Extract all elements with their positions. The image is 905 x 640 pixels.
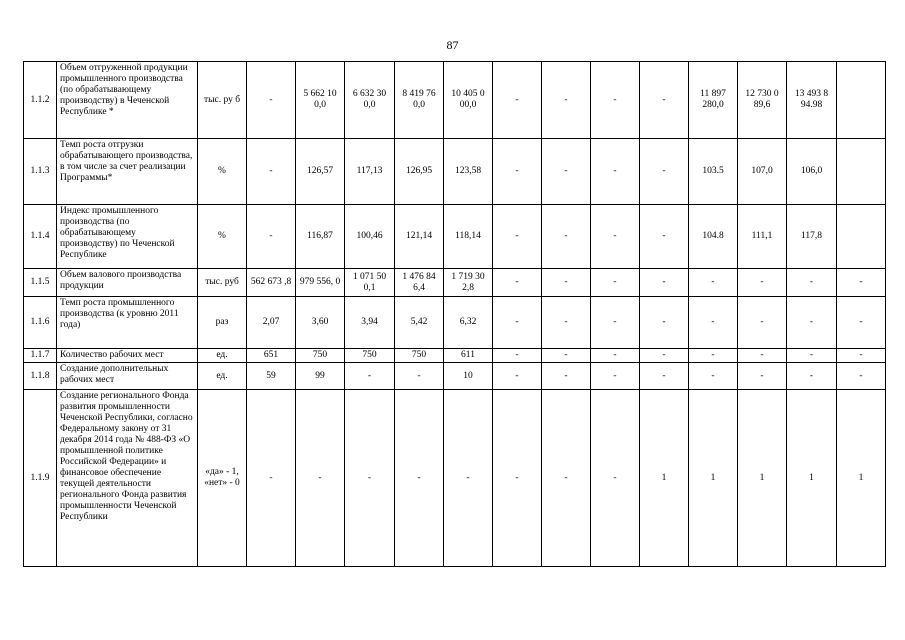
value-cell: - — [640, 363, 689, 390]
value-cell: 1 071 50 0,1 — [345, 269, 395, 297]
value-cell: 126,57 — [296, 139, 345, 205]
value-cell: - — [837, 269, 886, 297]
value-cell: - — [247, 390, 296, 567]
value-cell: - — [591, 205, 640, 269]
value-cell: 121,14 — [395, 205, 444, 269]
value-cell: - — [640, 297, 689, 349]
value-cell: 11 897 280,0 — [689, 62, 738, 139]
value-cell: - — [689, 349, 738, 363]
value-cell: 1 719 30 2,8 — [444, 269, 493, 297]
value-cell: 1 — [738, 390, 787, 567]
table-row — [24, 349, 886, 363]
indicators-table — [23, 61, 886, 567]
value-cell: 6 632 30 0,0 — [345, 62, 395, 139]
value-cell — [837, 139, 886, 205]
value-cell: - — [787, 349, 837, 363]
value-cell: - — [689, 363, 738, 390]
value-cell: 10 — [444, 363, 493, 390]
value-cell — [837, 62, 886, 139]
table-row — [24, 363, 886, 390]
row-number: 1.1.5 — [24, 269, 57, 297]
value-cell: 1 476 84 6,4 — [395, 269, 444, 297]
indicator-description: Индекс промышленного производства (по обрабатывающему производству) по Чеченской Республике — [57, 205, 198, 269]
value-cell: - — [837, 363, 886, 390]
value-cell: 8 419 76 0,0 — [395, 62, 444, 139]
value-cell: - — [591, 363, 640, 390]
unit-of-measure: «да» - 1, «нет» - 0 — [198, 390, 247, 567]
unit-of-measure: тыс. ру б — [198, 62, 247, 139]
unit-of-measure: раз — [198, 297, 247, 349]
value-cell: 979 556, 0 — [296, 269, 345, 297]
unit-of-measure: ед. — [198, 363, 247, 390]
value-cell: - — [738, 349, 787, 363]
indicator-description: Объем отгруженной продукции промышленного производства (по обрабатывающему производству) в Чеченской Республике * — [57, 62, 198, 139]
value-cell: - — [837, 297, 886, 349]
indicator-description: Темп роста промышленного производства (к уровню 2011 года) — [57, 297, 198, 349]
value-cell: - — [542, 363, 591, 390]
table-row — [24, 390, 886, 567]
value-cell: 5 662 10 0,0 — [296, 62, 345, 139]
unit-of-measure: тыс. руб — [198, 269, 247, 297]
value-cell: 106,0 — [787, 139, 837, 205]
unit-of-measure: % — [198, 205, 247, 269]
value-cell: - — [591, 297, 640, 349]
indicator-description: Количество рабочих мест — [57, 349, 198, 363]
value-cell: 13 493 8 94.98 — [787, 62, 837, 139]
value-cell: - — [395, 363, 444, 390]
value-cell: - — [542, 205, 591, 269]
value-cell: - — [542, 139, 591, 205]
value-cell: - — [591, 390, 640, 567]
value-cell: 2,07 — [247, 297, 296, 349]
value-cell: - — [738, 297, 787, 349]
value-cell: 59 — [247, 363, 296, 390]
value-cell: - — [247, 139, 296, 205]
value-cell: 562 673 ,8 — [247, 269, 296, 297]
value-cell: - — [689, 297, 738, 349]
value-cell: 5,42 — [395, 297, 444, 349]
indicator-description: Объем валового производства продукции — [57, 269, 198, 297]
value-cell: 3,60 — [296, 297, 345, 349]
value-cell: - — [493, 62, 542, 139]
value-cell: - — [640, 139, 689, 205]
value-cell: 117,8 — [787, 205, 837, 269]
value-cell: 750 — [296, 349, 345, 363]
value-cell: 99 — [296, 363, 345, 390]
row-number: 1.1.8 — [24, 363, 57, 390]
row-number: 1.1.4 — [24, 205, 57, 269]
value-cell: - — [542, 269, 591, 297]
value-cell: 12 730 0 89,6 — [738, 62, 787, 139]
row-number: 1.1.2 — [24, 62, 57, 139]
value-cell: 611 — [444, 349, 493, 363]
value-cell: 750 — [345, 349, 395, 363]
value-cell: - — [493, 349, 542, 363]
table-body — [24, 62, 886, 567]
value-cell: 107,0 — [738, 139, 787, 205]
value-cell: 1 — [787, 390, 837, 567]
row-number: 1.1.3 — [24, 139, 57, 205]
value-cell: - — [689, 269, 738, 297]
value-cell: - — [247, 62, 296, 139]
value-cell: 123,58 — [444, 139, 493, 205]
value-cell: - — [640, 62, 689, 139]
value-cell: - — [247, 205, 296, 269]
value-cell: - — [787, 297, 837, 349]
value-cell: 750 — [395, 349, 444, 363]
value-cell: 100,46 — [345, 205, 395, 269]
unit-of-measure: % — [198, 139, 247, 205]
value-cell: - — [493, 363, 542, 390]
value-cell: - — [493, 269, 542, 297]
value-cell: - — [493, 205, 542, 269]
indicator-description: Создание регионального Фонда развития промышленности Чеченской Республики, согласно Федеральному закону от 31 декабря 2014 года № 488-ФЗ «О промышленной политике Российской Федерации» и финансовое обеспечение текущей деятельности регионального Фонда развития промышленности Чеченской Республики — [57, 390, 198, 567]
indicator-description: Создание дополнительных рабочих мест — [57, 363, 198, 390]
value-cell: 104.8 — [689, 205, 738, 269]
page-number: 87 — [446, 38, 459, 52]
value-cell: 651 — [247, 349, 296, 363]
value-cell: - — [787, 269, 837, 297]
value-cell: - — [493, 139, 542, 205]
value-cell: - — [591, 269, 640, 297]
value-cell: - — [395, 390, 444, 567]
indicator-description: Темп роста отгрузки обрабатывающего производства, в том числе за счет реализации Программы* — [57, 139, 198, 205]
value-cell: - — [738, 363, 787, 390]
value-cell — [837, 205, 886, 269]
value-cell: 111,1 — [738, 205, 787, 269]
value-cell: - — [542, 297, 591, 349]
value-cell: - — [493, 390, 542, 567]
value-cell: - — [345, 363, 395, 390]
value-cell: 6,32 — [444, 297, 493, 349]
value-cell: - — [444, 390, 493, 567]
row-number: 1.1.9 — [24, 390, 57, 567]
value-cell: - — [591, 139, 640, 205]
value-cell: - — [542, 62, 591, 139]
table-row — [24, 297, 886, 349]
table-row — [24, 139, 886, 205]
value-cell: - — [640, 269, 689, 297]
value-cell: - — [493, 297, 542, 349]
value-cell: - — [640, 349, 689, 363]
value-cell: 103.5 — [689, 139, 738, 205]
value-cell: 116,87 — [296, 205, 345, 269]
value-cell: 117,13 — [345, 139, 395, 205]
value-cell: - — [738, 269, 787, 297]
unit-of-measure: ед. — [198, 349, 247, 363]
value-cell: - — [542, 349, 591, 363]
value-cell: - — [591, 349, 640, 363]
value-cell: 118,14 — [444, 205, 493, 269]
value-cell: 1 — [689, 390, 738, 567]
row-number: 1.1.7 — [24, 349, 57, 363]
value-cell: - — [787, 363, 837, 390]
row-number: 1.1.6 — [24, 297, 57, 349]
table-row — [24, 205, 886, 269]
value-cell: 1 — [837, 390, 886, 567]
table-row — [24, 62, 886, 139]
table-row — [24, 269, 886, 297]
value-cell: - — [345, 390, 395, 567]
value-cell: - — [640, 205, 689, 269]
value-cell: - — [296, 390, 345, 567]
value-cell: - — [837, 349, 886, 363]
value-cell: 126,95 — [395, 139, 444, 205]
value-cell: 10 405 0 00,0 — [444, 62, 493, 139]
value-cell: - — [542, 390, 591, 567]
value-cell: 3,94 — [345, 297, 395, 349]
value-cell: - — [591, 62, 640, 139]
value-cell: 1 — [640, 390, 689, 567]
